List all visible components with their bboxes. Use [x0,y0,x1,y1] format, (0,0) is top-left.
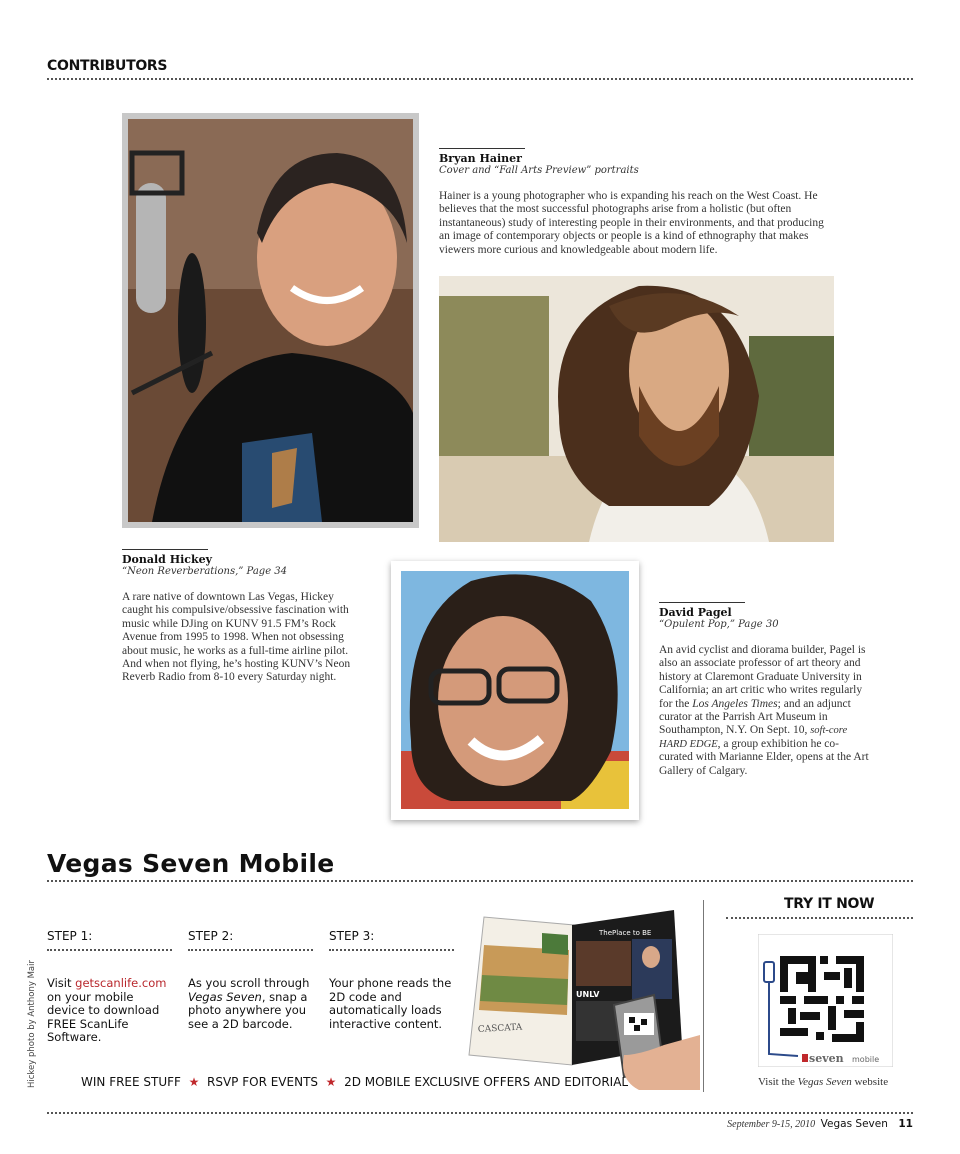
name-rule [122,549,208,550]
step-text-part: on your mobile device to download FREE ScanLife Software. [47,989,160,1044]
visit-text: Visit the [758,1076,798,1088]
name-rule [659,602,745,603]
contributor-name: Donald Hickey [122,553,212,566]
step-text [47,977,172,1045]
contributor-credit: “Neon Reverberations,” Page 34 [122,566,288,577]
step-text-part: Your phone reads the 2D code and automatically loads interactive content. [329,976,452,1031]
bio-text: , a group exhibition he co-curated with Marianne Elder, opens at the Art Gallery of Calgary. [659,737,869,777]
section-title: CONTRIBUTORS [47,58,168,74]
photo-credit: Hickey photo by Anthony Mair [27,960,37,1088]
contributor-credit: “Opulent Pop,” Page 30 [659,619,779,630]
qr-brand-name: seven [809,1052,844,1065]
footer [640,1118,913,1130]
step-label: STEP 2: [188,929,234,943]
qr-code[interactable] [758,934,893,1067]
hainer-photo [439,276,834,542]
magazine-phone-illustration [464,905,704,1090]
step-label: STEP 3: [329,929,375,943]
step-rule [329,949,454,951]
step-3 [329,929,454,1031]
contributor-name: Bryan Hainer [439,152,522,165]
step-rule [47,949,172,951]
magazine-cascata: CASCATA [477,1022,523,1035]
step-text-italic: Vegas Seven [188,989,262,1004]
footer-date: September 9-15, 2010 [727,1119,816,1130]
magazine-unlv: UNLV [576,990,600,999]
vertical-divider [703,900,704,1092]
hickey-photo [122,113,419,528]
step-1 [47,929,172,1045]
contributor-pagel [659,602,871,778]
contributor-bio [659,644,871,778]
bio-italic: Los Angeles Times [692,697,778,710]
promo-item: WIN FREE STUFF [81,1075,181,1089]
page-number: 11 [898,1118,913,1130]
mobile-rule [47,880,913,882]
footer-rule [47,1112,913,1114]
step-text-part: As you scroll through [188,976,310,990]
contributor-credit: Cover and “Fall Arts Preview” portraits [439,165,639,176]
contributor-hainer [439,148,834,257]
bio-text: An avid cyclist and diorama builder, Pagel is also an associate professor of art theory and history at Claremont Graduate University in California; an art critic who writes regularly for the [659,644,866,710]
visit-website-text [758,1076,888,1088]
star-icon: ★ [184,1075,204,1089]
promo-item: RSVP FOR EVENTS [207,1075,319,1089]
magazine-headline: ThePlace to BE [599,929,652,937]
try-it-now-label: TRY IT NOW [784,896,875,912]
contributor-bio: A rare native of downtown Las Vegas, Hickey caught his compulsive/obsessive fascination with music while DJing on KUNV 91.5 FM’s Rock Avenue from 1995 to 1998. When not obsessing about music, he works as a full-time airline pilot. And when not flying, he’s hosting KUNV’s Neon Reverb Radio from 8-10 every Saturday night. [122,591,351,684]
footer-magazine: Vegas Seven [820,1118,888,1130]
step-text-part: , snap a photo anywhere you see a 2D barcode. [188,989,308,1031]
visit-italic: Vegas Seven [797,1076,852,1088]
step-label: STEP 1: [47,929,93,943]
mobile-title: Vegas Seven Mobile [47,849,335,878]
name-rule [439,148,525,149]
contributor-bio: Hainer is a young photographer who is expanding his reach on the West Coast. He believes that the most successful photographs arise from a holistic (but often instantaneous) study of interesting people in their environments, and that producing an image of contemporary objects or people is a kind of ethnography that makes viewers more curious and knowledgeable about modern life. [439,190,824,256]
promo-line [81,1075,628,1089]
qr-brand-suffix: mobile [852,1055,880,1064]
header-rule [47,78,913,80]
contributor-hickey [122,549,367,685]
visit-text: website [851,1076,889,1088]
step-text [188,977,313,1031]
promo-item: 2D MOBILE EXCLUSIVE OFFERS AND EDITORIAL [344,1075,629,1089]
step-text [329,977,454,1031]
step-rule [188,949,313,951]
step-text-part: Visit [47,976,76,990]
contributor-name: David Pagel [659,606,732,619]
bio-italic: soft-core HARD EDGE [659,725,848,750]
star-icon: ★ [321,1075,341,1089]
step-2 [188,929,313,1031]
scanlife-link[interactable]: getscanlife.com [75,976,167,990]
bio-text: ; and an adjunct curator at the Parrish Art Museum in Southampton, N.Y. On Sept. 10, [659,697,851,737]
try-rule [726,917,913,919]
pagel-photo [391,561,639,820]
